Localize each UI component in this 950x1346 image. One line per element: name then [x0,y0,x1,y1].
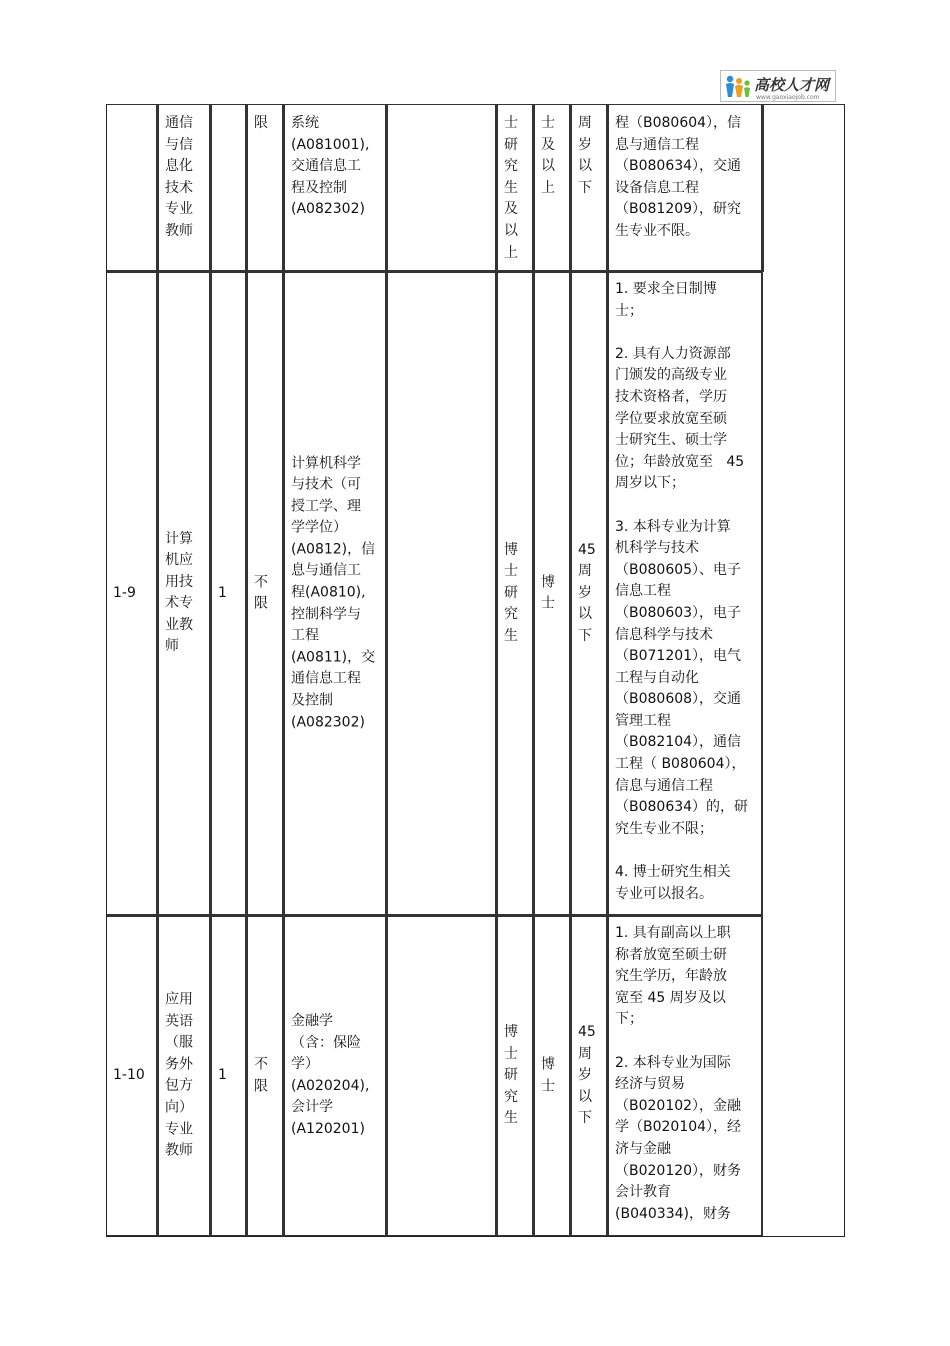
cell-count [211,272,247,916]
limit-text: 不 限 [254,1056,268,1094]
limit-text: 限 [254,115,268,131]
count-text: 1 [218,1067,227,1084]
recruitment-table [106,104,845,1237]
post-text: 计算 机应 用技 术专 业教 师 [165,530,193,655]
major-text: 金融学 （含：保险 学） (A020204), 会计学 (A120201) [291,1013,370,1138]
post-text: 应用 英语 （服 务外 包方 向） 专业 教师 [165,991,193,1159]
cell-remarks [763,916,844,1237]
site-logo [720,70,836,102]
cell-major [284,272,387,916]
cell-requirements [608,104,763,272]
cell-age [571,104,608,272]
limit-text: 不 限 [254,573,268,612]
cell-age [571,272,608,916]
cell-id [107,272,158,916]
degree-text: 博 士 [541,1056,555,1094]
cell-limit [247,272,284,916]
education-text: 博 士 研 究 生 [504,541,518,644]
id-text: 1-10 [113,1067,145,1084]
cell-other [387,272,497,916]
cell-education [497,272,534,916]
count-text: 1 [218,584,227,601]
requirements-text: 1. 要求全日制博 士； 2. 具有人力资源部 门颁发的高级专业 技术资格者，学历 学位要求放宽至硕 士研究生、硕士学 位；年龄放宽至 45 周岁以下； 3. 本科专业为计算 机科学与技术 （B080605）、电子 信息工程 （B080603），电子 信息科学与技术 （B071201），电气 工程与自动化 （B080608），交通 管理工程 （B082104），通信 工程（ B080604）， 信息与通信工程 （B080634）的，研 究生专业不限； 4. 博士研究生相关 专业可以报名。 [615,281,749,902]
degree-text: 士 及 以 上 [541,115,555,196]
id-text: 1-9 [113,584,136,601]
degree-text: 博 士 [541,573,555,612]
cell-id [107,916,158,1237]
requirements-text: 程（B080604），信 息与通信工程 （B080634），交通 设备信息工程 （B081209），研究 生专业不限。 [615,115,742,239]
major-text: 系统 (A081001), 交通信息工 程及控制 (A082302) [291,115,370,218]
cell-limit [247,916,284,1237]
cell-remarks [763,272,844,916]
cell-count [211,916,247,1237]
cell-post [158,272,211,916]
logo-site: www.gaoxiaojob.com [756,94,820,101]
age-text: 45 周 岁 以 下 [578,1024,596,1127]
cell-education [497,104,534,272]
cell-degree [534,104,571,272]
post-text: 通信 与信 息化 技术 专业 教师 [165,115,193,239]
cell-requirements [608,272,763,916]
age-text: 周 岁 以 下 [578,115,592,196]
education-text: 博 士 研 究 生 [504,1024,518,1127]
cell-degree [534,916,571,1237]
age-text: 45 周 岁 以 下 [578,541,596,644]
major-text: 计算机科学 与技术（可 授工学、理 学学位） (A0812)，信 息与通信工 程(A0810), 控制科学与 工程 (A0811)，交 通信息工程 及控制 (A082302) [291,455,376,731]
cell-major [284,916,387,1237]
cell-requirements [608,916,763,1237]
cell-other [387,916,497,1237]
cell-limit [247,104,284,272]
cell-post [158,916,211,1237]
cell-degree [534,272,571,916]
requirements-text: 1. 具有副高以上职 称者放宽至硕士研 究生学历，年龄放 宽至 45 周岁及以 下； 2. 本科专业为国际 经济与贸易 （B020102），金融 学（B020104），经 济与金融 （B020120），财务 会计教育 (B040334)，财务 [615,925,742,1222]
cell-count [211,104,247,272]
cell-education [497,916,534,1237]
cell-remarks [763,104,844,272]
cell-post [158,104,211,272]
logo-text: 高校人才网 [754,76,830,94]
education-text: 士 研 究 生 及 以 上 [504,115,518,261]
cell-id [107,104,158,272]
cell-age [571,916,608,1237]
logo-graphic [720,70,836,102]
cell-other [387,104,497,272]
cell-major [284,104,387,272]
